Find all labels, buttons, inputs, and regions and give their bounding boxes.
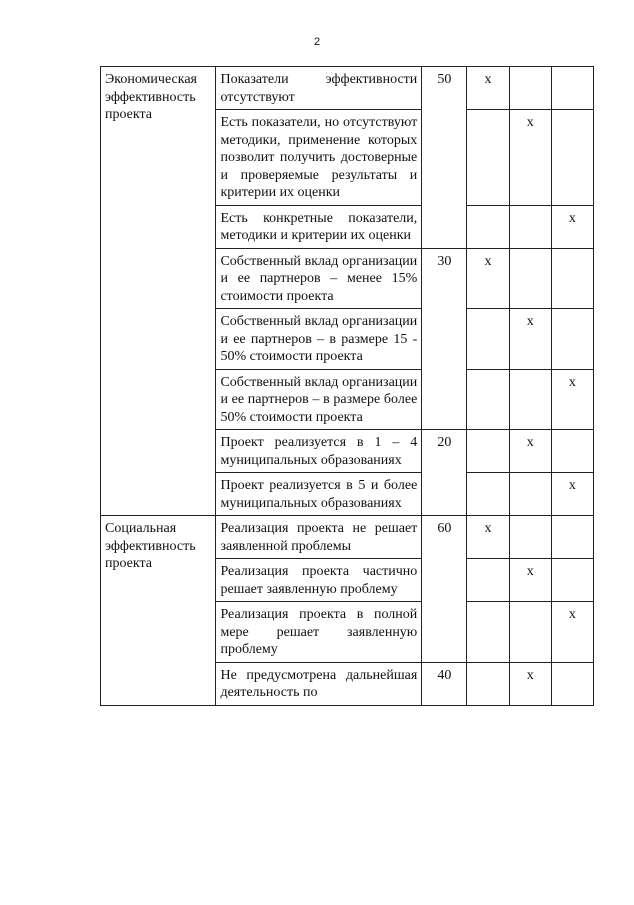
- mark-cell-1: x: [467, 67, 509, 110]
- mark-cell-2: [509, 516, 551, 559]
- max-score-cell: 30: [422, 248, 467, 430]
- max-score-cell: 60: [422, 516, 467, 663]
- criterion-description: Реализация проекта в полной мере решает заявленную проблему: [216, 602, 422, 663]
- mark-cell-3: [551, 248, 593, 309]
- mark-cell-2: [509, 67, 551, 110]
- mark-cell-1: x: [467, 516, 509, 559]
- criterion-description: Реализация проекта не решает заявленной проблемы: [216, 516, 422, 559]
- mark-cell-1: [467, 110, 509, 206]
- mark-cell-2: [509, 602, 551, 663]
- page-number: 2: [313, 36, 321, 48]
- mark-cell-3: [551, 559, 593, 602]
- mark-cell-2: x: [509, 430, 551, 473]
- criterion-description: Есть конкретные показатели, методики и критерии их оценки: [216, 205, 422, 248]
- criterion-description: Не предусмотрена дальнейшая деятельность по: [216, 662, 422, 705]
- mark-cell-1: [467, 602, 509, 663]
- mark-cell-3: [551, 430, 593, 473]
- criterion-description: Собственный вклад организации и ее партнеров – в размере 15 - 50% стоимости проекта: [216, 309, 422, 370]
- mark-cell-3: [551, 662, 593, 705]
- mark-cell-1: [467, 430, 509, 473]
- mark-cell-2: [509, 473, 551, 516]
- criterion-description: Реализация проекта частично решает заявленную проблему: [216, 559, 422, 602]
- criterion-description: Есть показатели, но отсутствуют методики, применение которых позволит получить достоверные и проверяемые результаты и критерии их оценки: [216, 110, 422, 206]
- mark-cell-2: x: [509, 309, 551, 370]
- mark-cell-3: x: [551, 473, 593, 516]
- max-score-cell: 50: [422, 67, 467, 249]
- mark-cell-3: x: [551, 602, 593, 663]
- mark-cell-3: [551, 110, 593, 206]
- mark-cell-1: [467, 309, 509, 370]
- page-bottom-margin: [0, 832, 634, 905]
- category-cell: Экономическая эффективность проекта: [101, 67, 216, 516]
- mark-cell-2: [509, 205, 551, 248]
- criteria-row: [101, 67, 594, 110]
- max-score-cell: 40: [422, 662, 467, 705]
- mark-cell-3: [551, 309, 593, 370]
- mark-cell-2: x: [509, 559, 551, 602]
- mark-cell-1: [467, 205, 509, 248]
- mark-cell-1: [467, 662, 509, 705]
- mark-cell-2: x: [509, 110, 551, 206]
- criteria-row: [101, 516, 594, 559]
- mark-cell-1: x: [467, 248, 509, 309]
- mark-cell-3: [551, 516, 593, 559]
- mark-cell-1: [467, 369, 509, 430]
- mark-cell-1: [467, 559, 509, 602]
- mark-cell-3: x: [551, 205, 593, 248]
- criterion-description: Проект реализуется в 1 – 4 муниципальных образованиях: [216, 430, 422, 473]
- criterion-description: Показатели эффективности отсутствуют: [216, 67, 422, 110]
- mark-cell-2: [509, 248, 551, 309]
- max-score-cell: 20: [422, 430, 467, 516]
- criterion-description: Собственный вклад организации и ее партнеров – менее 15% стоимости проекта: [216, 248, 422, 309]
- mark-cell-2: [509, 369, 551, 430]
- evaluation-criteria-table: [100, 66, 594, 706]
- criterion-description: Проект реализуется в 5 и более муниципальных образованиях: [216, 473, 422, 516]
- category-cell: Социальная эффективность проекта: [101, 516, 216, 706]
- mark-cell-1: [467, 473, 509, 516]
- criterion-description: Собственный вклад организации и ее партнеров – в размере более 50% стоимости проекта: [216, 369, 422, 430]
- mark-cell-3: x: [551, 369, 593, 430]
- mark-cell-2: x: [509, 662, 551, 705]
- mark-cell-3: [551, 67, 593, 110]
